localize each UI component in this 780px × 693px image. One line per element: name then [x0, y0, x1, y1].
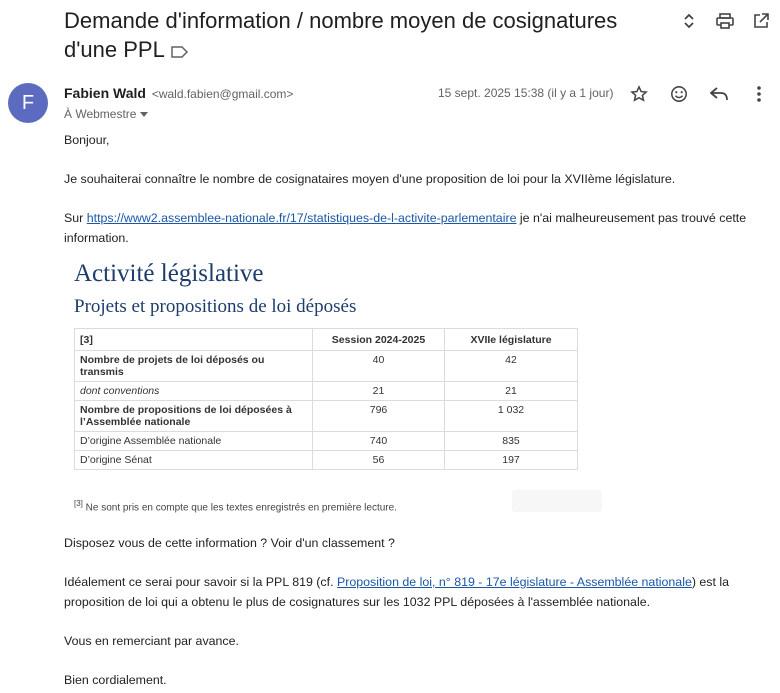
paragraph-3: Disposez vous de cette information ? Voir d'un classement ? [64, 536, 395, 550]
open-in-new-icon[interactable] [750, 10, 772, 32]
row-legislature: 21 [445, 382, 578, 401]
table-row [75, 451, 578, 470]
table-row [75, 401, 578, 432]
row-label: Nombre de propositions de loi déposées à l’Assemblée nationale [75, 401, 313, 432]
table-header: Session 2024-2025 [313, 329, 445, 351]
emoji-icon[interactable] [668, 83, 690, 105]
embedded-image [64, 256, 664, 518]
paragraph-5: Vous en remerciant par avance. [64, 633, 239, 648]
blurred-region [512, 490, 602, 512]
sender-name[interactable]: Fabien Wald [64, 85, 146, 101]
paragraph-2-prefix: Sur [64, 211, 87, 225]
paragraph-1: Je souhaiterai connaître le nombre de cosignataires moyen d'une proposition de loi pour la XVIIème législature. [64, 172, 676, 186]
paragraph-2-suffix: je n'ai malheureusement pas trouvé cette information. [64, 211, 747, 245]
closing: Bien cordialement. [64, 672, 167, 687]
email-subject [64, 6, 664, 66]
row-session: 56 [313, 451, 445, 470]
greeting: Bonjour, [64, 133, 110, 147]
table-row [75, 432, 578, 451]
table-row [75, 382, 578, 401]
row-label: D’origine Sénat [75, 451, 313, 470]
embed-title: Activité législative [74, 260, 264, 287]
sender-line [64, 85, 293, 101]
note-mark: [3] [74, 499, 83, 508]
row-legislature: 835 [445, 432, 578, 451]
stats-link[interactable]: https://www2.assemblee-nationale.fr/17/statistiques-de-l-activite-parlementaire [86, 211, 517, 225]
row-legislature: 197 [445, 451, 578, 470]
avatar-letter: F [21, 91, 35, 114]
reply-icon[interactable] [708, 83, 730, 105]
row-label: D’origine Assemblée nationale [75, 432, 313, 451]
note-text: Ne sont pris en compte que les textes enregistrés en première lecture. [82, 502, 397, 514]
embed-subtitle: Projets et propositions de loi déposés [74, 296, 357, 317]
email-date: 15 sept. 2025 15:38 (il y a 1 jour) [438, 86, 614, 100]
ppl-link[interactable]: Proposition de loi, n° 819 - 17e législature - Assemblée nationale [336, 575, 692, 589]
table-header-row [75, 329, 578, 351]
top-actions [678, 10, 772, 32]
subject-row [64, 6, 664, 66]
table-header: [3] [75, 329, 313, 351]
star-icon[interactable] [628, 83, 650, 105]
row-session: 21 [313, 382, 445, 401]
email-subject-text: Demande d'information / nombre moyen de cosignatures d'une PPL [64, 8, 618, 62]
sender-email: <wald.fabien@gmail.com> [151, 87, 294, 101]
row-legislature: 42 [445, 351, 578, 382]
print-icon[interactable] [714, 10, 736, 32]
table-row [75, 351, 578, 382]
table-header: XVIIe législature [445, 329, 578, 351]
recipient: À Webmestre [64, 107, 137, 121]
label-icon[interactable] [171, 37, 189, 66]
row-session: 740 [313, 432, 445, 451]
email-body-continued [64, 534, 770, 690]
stats-table [74, 328, 578, 470]
paragraph-2 [64, 209, 770, 248]
message-actions [628, 83, 770, 105]
paragraph-4-prefix: Idéalement ce serai pour savoir si la PPL 819 (cf. [64, 575, 337, 589]
email-body [64, 131, 770, 248]
paragraph-4 [64, 573, 770, 612]
chevron-down-icon[interactable] [140, 106, 148, 120]
avatar[interactable] [8, 83, 48, 123]
row-session: 796 [313, 401, 445, 432]
recipient-line[interactable] [64, 106, 148, 121]
table-note [74, 499, 397, 513]
row-label: dont conventions [75, 382, 313, 401]
more-vert-icon[interactable] [748, 83, 770, 105]
paragraph-4-suffix: ) est la proposition de loi qui a obtenu le plus de cosignatures sur les 1032 PPL déposées à l'assemblée nationale. [64, 575, 730, 609]
row-legislature: 1 032 [445, 401, 578, 432]
row-session: 40 [313, 351, 445, 382]
row-label: Nombre de projets de loi déposés ou transmis [75, 351, 313, 382]
unfold-icon[interactable] [678, 10, 700, 32]
